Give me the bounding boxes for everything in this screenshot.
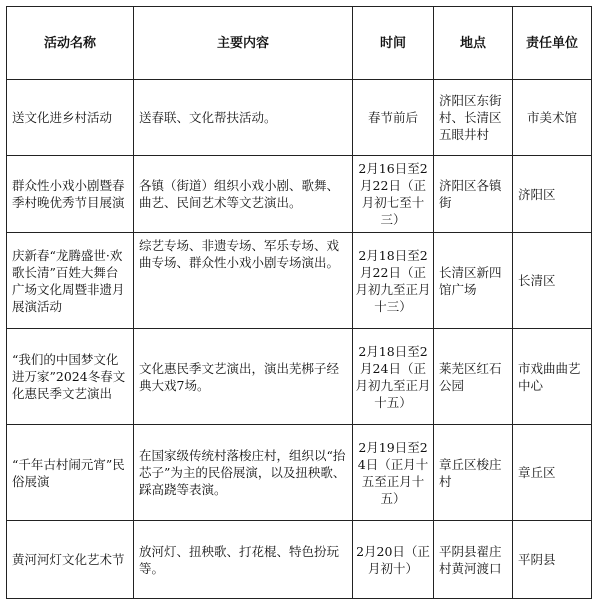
header-location: 地点 bbox=[434, 7, 513, 80]
responsible-unit: 市戏曲曲艺中心 bbox=[513, 329, 592, 425]
activity-name: 送文化进乡村活动 bbox=[7, 80, 134, 156]
main-content: 文化惠民季文艺演出，演出芜梆子经典大戏7场。 bbox=[134, 329, 353, 425]
activity-name: 庆新春“龙腾盛世·欢歌长清”百姓大舞台广场文化周暨非遗月展演活动 bbox=[7, 233, 134, 329]
activity-name: 群众性小戏小剧暨春季村晚优秀节目展演 bbox=[7, 156, 134, 233]
location: 章丘区梭庄村 bbox=[434, 425, 513, 521]
activity-name: “千年古村闹元宵”民俗展演 bbox=[7, 425, 134, 521]
time: 2月19日至24日（正月十五至正月十五） bbox=[353, 425, 434, 521]
main-content: 放河灯、扭秧歌、打花棍、特色扮玩等。 bbox=[134, 521, 353, 599]
time: 2月20日（正月初十） bbox=[353, 521, 434, 599]
table-row bbox=[7, 425, 592, 521]
table-row bbox=[7, 156, 592, 233]
responsible-unit: 章丘区 bbox=[513, 425, 592, 521]
time: 春节前后 bbox=[353, 80, 434, 156]
time: 2月16日至2月22日（正月初七至十三） bbox=[353, 156, 434, 233]
table-row bbox=[7, 329, 592, 425]
header-activity-name: 活动名称 bbox=[7, 7, 134, 80]
location: 济阳区东街村、长清区五眼井村 bbox=[434, 80, 513, 156]
main-content: 综艺专场、非遗专场、军乐专场、戏曲专场、群众性小戏小剧专场演出。 bbox=[134, 233, 353, 329]
header-main-content: 主要内容 bbox=[134, 7, 353, 80]
table-row bbox=[7, 233, 592, 329]
activity-name: “我们的中国梦文化进万家”2024冬春文化惠民季文艺演出 bbox=[7, 329, 134, 425]
activity-name: 黄河河灯文化艺术节 bbox=[7, 521, 134, 599]
location: 平阴县翟庄村黄河渡口 bbox=[434, 521, 513, 599]
responsible-unit: 长清区 bbox=[513, 233, 592, 329]
time: 2月18日至2月22日（正月初九至正月十三） bbox=[353, 233, 434, 329]
main-content: 在国家级传统村落梭庄村，组织以“抬芯子”为主的民俗展演，以及扭秧歌、踩高跷等表演。 bbox=[134, 425, 353, 521]
location: 莱芜区红石公园 bbox=[434, 329, 513, 425]
header-time: 时间 bbox=[353, 7, 434, 80]
location: 长清区新四馆广场 bbox=[434, 233, 513, 329]
main-content: 送春联、文化帮扶活动。 bbox=[134, 80, 353, 156]
responsible-unit: 平阴县 bbox=[513, 521, 592, 599]
time: 2月18日至2月24日（正月初九至正月十五） bbox=[353, 329, 434, 425]
table-row bbox=[7, 521, 592, 599]
events-table bbox=[6, 6, 592, 599]
responsible-unit: 济阳区 bbox=[513, 156, 592, 233]
table-row bbox=[7, 80, 592, 156]
header-responsible-unit: 责任单位 bbox=[513, 7, 592, 80]
table-header-row bbox=[7, 7, 592, 80]
main-content: 各镇（街道）组织小戏小剧、歌舞、曲艺、民间艺术等文艺演出。 bbox=[134, 156, 353, 233]
location: 济阳区各镇街 bbox=[434, 156, 513, 233]
responsible-unit: 市美术馆 bbox=[513, 80, 592, 156]
